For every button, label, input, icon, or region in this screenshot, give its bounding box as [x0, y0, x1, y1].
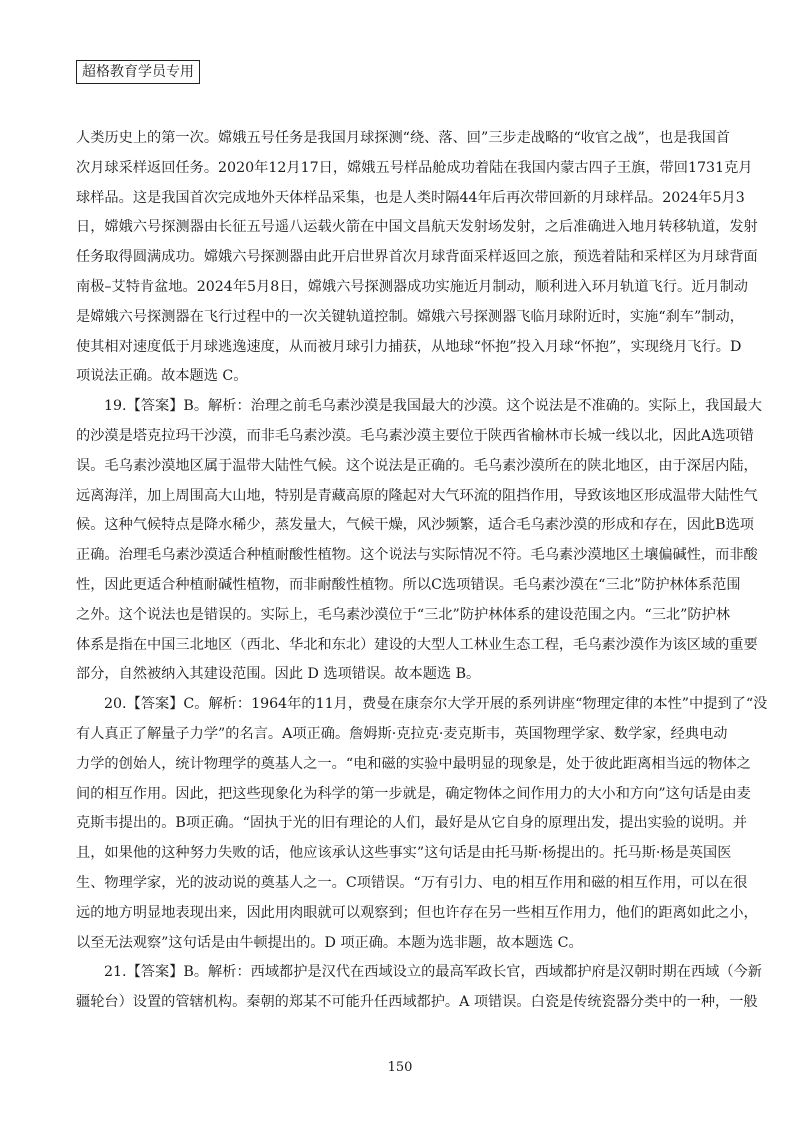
page-number: 150 — [387, 1060, 413, 1075]
text-line: 误 。 毛 乌 素 沙 漠 地 区 属 于 温 带 大 陆 性 气 候 。 这 个 说 法 是 正 确 的 。 毛 乌 素 沙 漠 所 在 的 陕 北 地 区 ， 由 于 深 居 内 陆 ， — [76, 457, 758, 474]
text-line: 的 沙 漠 是 塔 克 拉 玛 干 沙 漠 ， 而 非 毛 乌 素 沙 漠 。 毛 乌 素 沙 漠 主 要 位 于 陕 西 省 榆 林 市 长 城 一 线 以 北 ， 因 此 A 选 项 错 — [76, 427, 754, 444]
text-line: 体 系 是 指 在 中 国 三 北 地 区 （ 西 北 、 华 北 和 东 北 ） 建 设 的 大 型 人 工 林 业 生 态 工 程 ， 毛 乌 素 沙 漠 作 为 该 区 域 的 重 要 — [76, 636, 758, 653]
text-line: 间 的 相 互 作 用 。 因 此 ， 把 这 些 现 象 化 为 科 学 的 第 一 步 就 是 ， 确 定 物 体 之 间 作 用 力 的 大 小 和 方 向 ” 这 句 话 是 由 麦 — [76, 785, 751, 802]
text-line: 远 的 地 方 明 显 地 表 现 出 来 ， 因 此 用 肉 眼 就 可 以 观 察 到 ； 但 也 许 存 在 另 一 些 相 互 作 用 力 ， 他 们 的 距 离 如 此 之 小 ， — [76, 904, 758, 921]
text-line: 远 离 海 洋 ， 加 上 周 围 高 大 山 地 ， 特 别 是 青 藏 高 原 的 隆 起 对 大 气 环 流 的 阻 挡 作 用 ， 导 致 该 地 区 形 成 温 带 大 陆 性 气 — [76, 487, 758, 504]
text-line: 之 外 。 这 个 说 法 也 是 错 误 的 。 实 际 上 ， 毛 乌 素 沙 漠 位 于 “ 三 北 ” 防 护 林 体 系 的 建 设 范 围 之 内 。 “ 三 北 ” 防 护 林 — [76, 606, 730, 623]
paragraph — [76, 958, 762, 1018]
document-body — [76, 124, 768, 1018]
text-line: 且 ， 如 果 他 的 这 种 努 力 失 败 的 话 ， 他 应 该 承 认 这 些 事 实 ” 这 句 话 是 由 托 马 斯 · 杨 提 出 的 。 托 马 斯 · 杨 是 英 国 医 — [76, 845, 732, 862]
text-line: 19. 【 答 案 】 B 。 解 析 ： 治 理 之 前 毛 乌 素 沙 漠 是 我 国 最 大 的 沙 漠 。 这 个 说 法 是 不 准 确 的 。 实 际 上 ， 我 国 最 大 — [104, 398, 762, 415]
paragraph — [76, 124, 758, 392]
text-line: 21. 【 答 案 】 B 。 解 析 ： 西 域 都 护 是 汉 代 在 西 域 设 立 的 最 高 军 政 长 官 ， 西 域 都 护 府 是 汉 朝 时 期 在 西 域 （ 今 新 — [104, 964, 762, 981]
text-line: 人 类 历 史 上 的 第 一 次 。 嫦 娥 五 号 任 务 是 我 国 月 球 探 测 “ 绕 、 落 、 回 ” 三 步 走 战 略 的 “ 收 官 之 战 ” ， 也 是 我 国 首 — [76, 130, 730, 146]
text-line: 使 其 相 对 速 度 低 于 月 球 逃 逸 速 度 ， 从 而 被 月 球 引 力 捕 获 ， 从 地 球 “ 怀 抱 ” 投 入 月 球 “ 怀 抱 ” ， 实 现 绕 月 飞 行 。 D — [76, 338, 742, 355]
text-line: 20. 【 答 案 】 C 。 解 析 ： 1964 年 的 11 月 ， 费 曼 在 康 奈 尔 大 学 开 展 的 系 列 讲 座 “ 物 理 定 律 的 本 性 ” 中 提 到 了 “ 没 — [104, 696, 768, 713]
text-line: 南 极 – 艾 特 肯 盆 地 。 2024 年 5 月 8 日 ， 嫦 娥 六 号 探 测 器 成 功 实 施 近 月 制 动 ， 顺 利 进 入 环 月 轨 道 飞 行 。 近 月 制 动 — [76, 278, 748, 295]
text-line: 次 月 球 采 样 返 回 任 务 。 2020 年 12 月 17 日 ， 嫦 娥 五 号 样 品 舱 成 功 着 陆 在 我 国 内 蒙 古 四 子 王 旗 ， 带 回 1731 克 月 — [76, 159, 753, 176]
text-line: 部分，自然被纳入其建设范围。因此 D 选项错误。故本题选 B。 — [76, 666, 481, 683]
text-line: 项说法正确。故本题选 C。 — [76, 368, 248, 385]
text-line: 力 学 的 创 始 人 ， 统 计 物 理 学 的 奠 基 人 之 一 。 “ 电 和 磁 的 实 验 中 最 明 显 的 现 象 是 ， 处 于 彼 此 距 离 相 当 远 的 物 体 之 — [76, 755, 751, 772]
text-line: 球 样 品 。 这 是 我 国 首 次 完 成 地 外 天 体 样 品 采 集 ， 也 是 人 类 时 隔 44 年 后 再 次 带 回 新 的 月 球 样 品 。 2024 年 5 月 3 — [76, 189, 745, 206]
text-line: 克 斯 韦 提 出 的 。 B 项 正 确 。 “ 固 执 于 光 的 旧 有 理 论 的 人 们 ， 最 好 是 从 它 自 身 的 原 理 出 发 ， 提 出 实 验 的 说 明 。 并 — [76, 815, 748, 832]
text-line: 以至无法观察”这句话是由牛顿提出的。D 项正确。本题为选非题，故本题选 C。 — [76, 934, 583, 951]
text-line: 性 ， 因 此 更 适 合 种 植 耐 碱 性 植 物 ， 而 非 耐 酸 性 植 物 。 所 以 C 选 项 错 误 。 毛 乌 素 沙 漠 在 “ 三 北 ” 防 护 林 体 系 范 围 — [76, 576, 741, 593]
text-line: 正 确 。 治 理 毛 乌 素 沙 漠 适 合 种 植 耐 酸 性 植 物 。 这 个 说 法 与 实 际 情 况 不 符 。 毛 乌 素 沙 漠 地 区 土 壤 偏 碱 性 ， 而 非 酸 — [76, 547, 758, 564]
paragraph — [76, 392, 762, 690]
text-line: 生 、 物 理 学 家 ， 光 的 波 动 说 的 奠 基 人 之 一 。 C 项 错 误 。 “ 万 有 引 力 、 电 的 相 互 作 用 和 磁 的 相 互 作 用 ， 可 以 在 很 — [76, 874, 748, 891]
text-line: 有 人 真 正 了 解 量 子 力 学 ” 的 名 言 。 A 项 正 确 。 詹 姆 斯 · 克 拉 克 · 麦 克 斯 韦 ， 英 国 物 理 学 家 、 数 学 家 ， 经 典 电 动 — [76, 725, 728, 742]
paragraph — [76, 690, 768, 958]
text-line: 任 务 取 得 圆 满 成 功 。 嫦 娥 六 号 探 测 器 由 此 开 启 世 界 首 次 月 球 背 面 采 样 返 回 之 旅 ， 预 选 着 陆 和 采 样 区 为 月 球 背 面 — [76, 249, 758, 266]
text-line: 日 ， 嫦 娥 六 号 探 测 器 由 长 征 五 号 遥 八 运 载 火 箭 在 中 国 文 昌 航 天 发 射 场 发 射 ， 之 后 准 确 进 入 地 月 转 移 轨 道 ， 发 射 — [76, 219, 758, 236]
header-label: 超格教育学员专用 — [76, 60, 200, 84]
text-line: 候 。 这 种 气 候 特 点 是 降 水 稀 少 ， 蒸 发 量 大 ， 气 候 干 燥 ， 风 沙 频 繁 ， 适 合 毛 乌 素 沙 漠 的 形 成 和 存 在 ， 因 此 B 选 项 — [76, 517, 754, 534]
text-line: 是 嫦 娥 六 号 探 测 器 在 飞 行 过 程 中 的 一 次 关 键 轨 道 控 制 。 嫦 娥 六 号 探 测 器 飞 临 月 球 附 近 时 ， 实 施 “ 刹 车 ” 制 动 ， — [76, 308, 744, 325]
text-line: 疆轮台）设置的管辖机构。秦朝的郑某不可能升任西域都护。A 项错误。白瓷是传统瓷器分类中的一种，一般 — [76, 994, 758, 1011]
